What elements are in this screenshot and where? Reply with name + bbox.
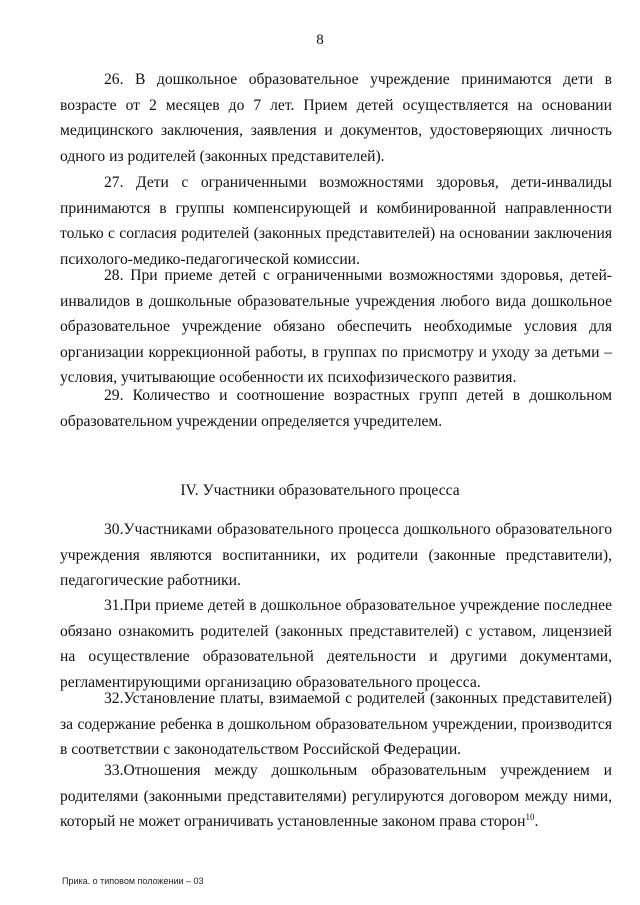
- section-heading: IV. Участники образовательного процесса: [180, 482, 460, 499]
- paragraph-28: 28. При приеме детей с ограниченными возможностями здоровья, детей-инвалидов в дошкольные образовательные учреждения любого вида дошкольное образовательное учреждение обязано обеспечить необходимые условия для организации коррекционной работы, в группах по присмотру и уходу за детьми – условия, учитывающие особенности их психофизического развития.: [60, 267, 612, 386]
- paragraph-33-text: 33.Отношения между дошкольным образовательным учреждением и родителями (законными представителями) регулируются договором между ними, который не может ограничивать установленные законом права сторон: [60, 762, 612, 830]
- footnote-mark: 10: [525, 811, 535, 822]
- paragraph-33: [60, 758, 612, 835]
- paragraph-26: 26. В дошкольное образовательное учреждение принимаются дети в возрасте от 2 месяцев до 7 лет. Прием детей осуществляется на основании медицинского заключения, заявления и документов, удостоверяющих личность одного из родителей (законных представителей).: [60, 71, 612, 165]
- footer-text: Прика. о типовом положении – 03: [62, 876, 204, 886]
- paragraph-27: 27. Дети с ограниченными возможностями здоровья, дети-инвалиды принимаются в группы компенсирующей и комбинированной направленности только с согласия родителей (законных представителей) на основании заключения психолого-медико-педагогической комиссии.: [60, 174, 612, 268]
- paragraph-30: 30.Участниками образовательного процесса дошкольного образовательного учреждения являются воспитанники, их родители (законные представители), педагогические работники.: [60, 521, 612, 589]
- paragraph-31: 31.При приеме детей в дошкольное образовательное учреждение последнее обязано ознакомить родителей (законных представителей) с уставом, лицензией на осуществление образовательной деятельности и другими документами, регламентирующими организацию образовательного процесса.: [60, 597, 612, 691]
- paragraph-33-end: .: [534, 813, 539, 830]
- paragraph-32: 32.Установление платы, взимаемой с родителей (законных представителей) за содержание ребенка в дошкольном образовательном учреждении, производится в соответствии с законодательством Российской Федерации.: [60, 690, 612, 758]
- paragraph-29: 29. Количество и соотношение возрастных групп детей в дошкольном образовательном учреждении определяется учредителем.: [60, 387, 612, 430]
- page-number: 8: [316, 32, 324, 48]
